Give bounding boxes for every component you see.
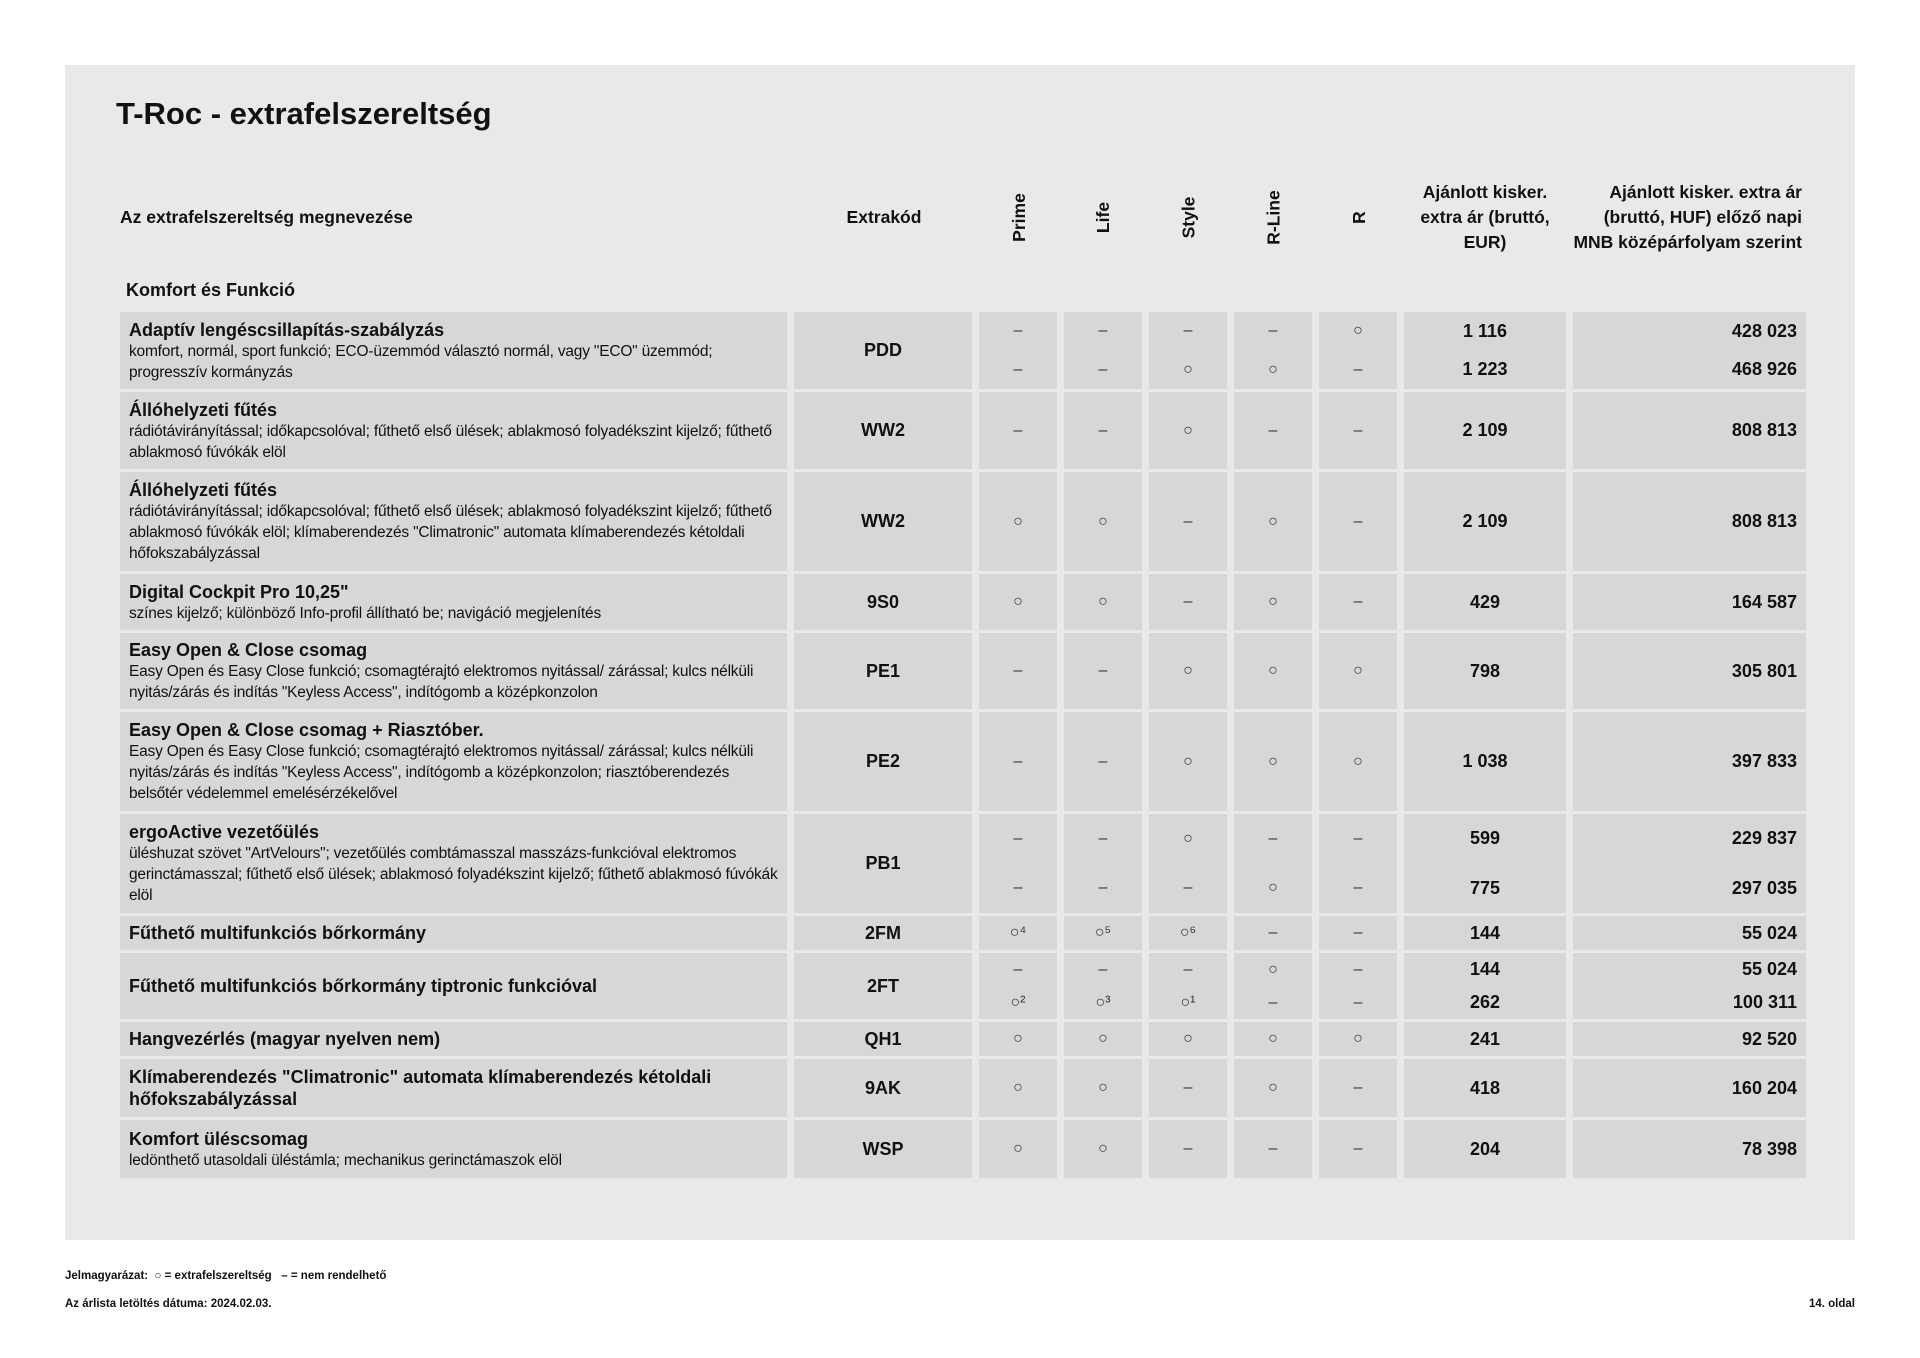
trim-cell-rline [1234,472,1312,571]
equipment-name: Easy Open & Close csomag [129,640,368,660]
huf-price-cell [1573,1120,1806,1178]
name-cell [120,574,787,630]
availability-mark: – [1353,993,1363,1011]
eur-price-cell [1404,633,1566,709]
header-name: Az extrafelszereltség megnevezése [120,206,413,227]
huf-price-cell [1573,574,1806,630]
eur-price: 599 [1469,828,1501,849]
availability-mark: ○ [1183,421,1193,439]
huf-price-cell [1573,633,1806,709]
trim-cell-r [1319,312,1397,389]
trim-cell-r [1319,953,1397,1019]
availability-mark: – [1183,879,1193,897]
availability-mark: ○¹ [1180,993,1196,1011]
availability-mark: – [1268,1140,1278,1157]
trim-cell-style [1149,312,1227,389]
equipment-description: ledönthető utasoldali üléstámla; mechanikus gerinctámaszok elöl [129,1151,562,1169]
name-cell [120,1120,787,1178]
eur-price-cell [1404,472,1566,571]
eur-price: 2 109 [1462,420,1508,440]
code-cell [794,472,972,571]
trim-cell-style [1149,392,1227,469]
trim-cell-rline [1234,916,1312,950]
huf-price: 428 023 [1731,320,1797,341]
name-cell [120,633,787,709]
availability-mark: ○² [1010,993,1026,1011]
eur-price-cell [1404,392,1566,469]
availability-mark: ○ [1353,1030,1363,1047]
availability-mark: – [1353,924,1363,941]
availability-mark: – [1353,879,1363,897]
equipment-description: üléshuzat szövet "ArtVelours"; vezetőülés combtámasszal masszázs-funkcióval elektromos gerinctámasszal; fűthető első ülések; ablakmosó folyadékszint kijelző; fűthető ablakmosó fúvókák elöl [129,845,778,904]
eur-price: 1 223 [1462,359,1508,380]
code-cell [794,574,972,630]
header-trim-life [1065,168,1143,266]
extra-code: WSP [862,1138,904,1159]
header-trim-label: Prime [1008,192,1029,242]
availability-mark: – [1353,960,1363,978]
availability-mark: – [1183,1079,1193,1096]
equipment-description: Easy Open és Easy Close funkció; csomagtérajtó elektromos nyitással/ zárással; kulcs nélküli nyitás/zárás és indítás "Keyless Access", indítógomb a középkonzolon; riasztóberendezés belsőtér védelemmel emelésérzékelővel [129,743,754,802]
availability-mark: ○ [1268,752,1278,770]
equipment-description: Easy Open és Easy Close funkció; csomagtérajtó elektromos nyitással/ zárással; kulcs nélküli nyitás/zárás és indítás "Keyless Access", indítógomb a középkonzolon [129,663,754,701]
trim-cell-prime [979,814,1057,913]
availability-mark: – [1013,662,1023,679]
availability-mark: ○ [1013,593,1023,610]
trim-cell-life [1064,814,1142,913]
trim-cell-rline [1234,712,1312,811]
trim-cell-rline [1234,814,1312,913]
code-cell [794,1120,972,1178]
table-row [120,916,1806,950]
code-cell [794,916,972,950]
code-cell [794,312,972,389]
header-code: Extrakód [846,206,922,227]
equipment-description: komfort, normál, sport funkció; ECO-üzemmód választó normál, vagy "ECO" üzemmód; progresszív kormányzás [129,342,713,381]
availability-mark: ○ [1183,752,1193,770]
availability-mark: ○ [1268,1079,1278,1096]
extra-code: QH1 [864,1028,902,1049]
trim-cell-style [1149,712,1227,811]
trim-cell-r [1319,472,1397,571]
huf-price: 229 837 [1731,828,1797,849]
trim-cell-life [1064,312,1142,389]
eur-price: 241 [1469,1028,1501,1049]
extra-code: PE2 [865,751,901,771]
availability-mark: – [1353,421,1363,439]
trim-cell-style [1149,916,1227,950]
trim-cell-r [1319,392,1397,469]
table-row [120,633,1806,709]
table-row [120,712,1806,811]
extra-code: PB1 [865,853,901,873]
trim-cell-prime [979,392,1057,469]
availability-mark: – [1013,360,1023,378]
eur-price: 418 [1469,1077,1501,1098]
trim-cell-r [1319,1059,1397,1117]
availability-mark: – [1353,829,1363,847]
extra-code: 2FM [865,922,901,943]
equipment-name: Komfort üléscsomag [129,1128,309,1149]
trim-cell-life [1064,712,1142,811]
table-row [120,1059,1806,1117]
trim-cell-rline [1234,392,1312,469]
availability-mark: ○ [1098,1030,1108,1047]
huf-price-cell [1573,1059,1806,1117]
equipment-name: Fűthető multifunkciós bőrkormány tiptronic funkcióval [129,976,598,996]
availability-mark: ○ [1013,1079,1023,1096]
trim-cell-life [1064,633,1142,709]
trim-cell-rline [1234,312,1312,389]
name-cell [120,953,787,1019]
equipment-name: Digital Cockpit Pro 10,25" [129,581,349,602]
trim-cell-style [1149,814,1227,913]
trim-cell-rline [1234,574,1312,630]
availability-mark: ○ [1098,593,1108,610]
availability-mark: ○ [1013,1030,1023,1047]
availability-mark: ○⁵ [1094,924,1112,941]
eur-price-cell [1404,712,1566,811]
eur-price-cell [1404,814,1566,913]
equipment-name: ergoActive vezetőülés [129,822,320,842]
availability-mark: ○ [1268,593,1278,610]
availability-mark: – [1098,360,1108,378]
availability-mark: – [1268,924,1278,941]
code-cell [794,1022,972,1056]
huf-price-cell [1573,814,1806,913]
availability-mark: – [1098,879,1108,897]
code-cell [794,392,972,469]
availability-mark: ○ [1268,512,1278,530]
availability-mark: – [1353,1079,1363,1096]
eur-price-cell [1404,1059,1566,1117]
equipment-name: Állóhelyzeti fűtés [129,480,278,500]
eur-price: 2 109 [1462,511,1508,531]
huf-price-cell [1573,1022,1806,1056]
trim-cell-prime [979,712,1057,811]
trim-cell-life [1064,953,1142,1019]
trim-cell-life [1064,1120,1142,1178]
code-cell [794,633,972,709]
eur-price-cell [1404,953,1566,1019]
trim-cell-r [1319,814,1397,913]
table-row [120,1120,1806,1178]
header-trim-label: R [1348,210,1369,224]
trim-cell-r [1319,633,1397,709]
huf-price: 397 833 [1731,751,1797,771]
availability-mark: ○ [1183,662,1193,679]
availability-mark: ○ [1353,662,1363,679]
trim-cell-rline [1234,1022,1312,1056]
availability-mark: – [1183,593,1193,610]
huf-price: 305 801 [1731,660,1797,681]
trim-cell-life [1064,472,1142,571]
equipment-description: színes kijelző; különböző Info-profil állítható be; navigáció megjelenítés [129,604,602,622]
availability-mark: ○ [1268,360,1278,378]
availability-mark: – [1183,322,1193,340]
name-cell [120,1059,787,1117]
trim-cell-rline [1234,633,1312,709]
availability-mark: ○ [1268,1030,1278,1047]
eur-price: 1 116 [1462,320,1508,341]
availability-mark: ○⁴ [1009,924,1027,941]
extra-code: PDD [863,340,902,360]
availability-mark: ○ [1268,879,1278,897]
trim-cell-r [1319,712,1397,811]
equipment-name: Hangvezérlés (magyar nyelven nem) [129,1029,441,1049]
extra-code: 2FT [866,975,899,996]
availability-mark: – [1098,960,1108,978]
trim-cell-rline [1234,1059,1312,1117]
header-eur: Ajánlott kisker. extra ár (bruttó, EUR) [1420,181,1550,252]
availability-mark: – [1268,421,1278,439]
table-row [120,1022,1806,1056]
code-cell [794,712,972,811]
extra-code: 9AK [864,1077,901,1098]
availability-mark: – [1268,829,1278,847]
huf-price-cell [1573,916,1806,950]
trim-cell-life [1064,392,1142,469]
extra-code: PE1 [865,660,901,681]
huf-price: 808 813 [1731,511,1797,531]
trim-cell-prime [979,1022,1057,1056]
availability-mark: – [1013,960,1023,978]
trim-cell-prime [979,312,1057,389]
trim-cell-style [1149,1059,1227,1117]
trim-cell-prime [979,1059,1057,1117]
eur-price-cell [1404,574,1566,630]
huf-price: 297 035 [1731,877,1797,898]
trim-cell-style [1149,574,1227,630]
trim-cell-style [1149,953,1227,1019]
huf-price-cell [1573,712,1806,811]
equipment-table [120,312,1806,1181]
huf-price: 55 024 [1741,959,1797,979]
trim-cell-rline [1234,1120,1312,1178]
availability-mark: – [1098,421,1108,439]
equipment-name: Fűthető multifunkciós bőrkormány [129,923,427,943]
huf-price: 164 587 [1731,591,1797,612]
name-cell [120,814,787,913]
name-cell [120,916,787,950]
table-row [120,392,1806,469]
availability-mark: – [1183,512,1193,530]
eur-price-cell [1404,312,1566,389]
availability-mark: ○ [1098,1140,1108,1157]
trim-cell-prime [979,633,1057,709]
eur-price: 1 038 [1462,751,1508,771]
page-number: 14. oldal [1808,1298,1855,1310]
download-date: Az árlista letöltés dátuma: 2024.02.03. [65,1298,272,1310]
availability-mark: – [1183,1140,1193,1157]
availability-mark: ○ [1183,1030,1193,1047]
huf-price-cell [1573,953,1806,1019]
availability-mark: – [1353,512,1363,530]
trim-cell-prime [979,472,1057,571]
availability-mark: – [1013,421,1023,439]
huf-price-cell [1573,472,1806,571]
trim-cell-r [1319,916,1397,950]
availability-mark: ○ [1013,1140,1023,1157]
header-trim-label: R-Line [1263,189,1284,245]
name-cell [120,392,787,469]
trim-cell-prime [979,916,1057,950]
huf-price: 78 398 [1741,1138,1797,1159]
trim-cell-life [1064,1022,1142,1056]
availability-mark: – [1353,593,1363,610]
extra-code: 9S0 [866,591,900,612]
eur-price-cell [1404,1022,1566,1056]
availability-mark: ○ [1098,512,1108,530]
header-trim-label: Style [1178,196,1199,238]
availability-mark: ○ [1268,960,1278,978]
huf-price: 160 204 [1731,1077,1797,1098]
availability-mark: ○ [1353,752,1363,770]
eur-price: 262 [1469,992,1501,1012]
eur-price-cell [1404,1120,1566,1178]
trim-cell-rline [1234,953,1312,1019]
availability-mark: – [1353,1140,1363,1157]
extra-code: WW2 [861,420,905,440]
trim-cell-style [1149,1022,1227,1056]
huf-price: 100 311 [1732,992,1797,1012]
availability-mark: – [1098,662,1108,679]
huf-price: 808 813 [1731,420,1797,440]
extra-code: WW2 [861,511,905,531]
availability-mark: – [1268,993,1278,1011]
equipment-description: rádiótávirányítással; időkapcsolóval; fűthető első ülések; ablakmosó folyadékszint kijelző; fűthető ablakmosó fúvókák elöl; klímaberendezés "Climatronic" automata klímaberendezés kétoldali hőfokszabályzással [129,503,772,562]
availability-mark: – [1353,360,1363,378]
availability-mark: ○³ [1095,993,1111,1011]
table-row [120,814,1806,913]
name-cell [120,1022,787,1056]
eur-price: 204 [1469,1138,1501,1159]
huf-price-cell [1573,392,1806,469]
equipment-name: Adaptív lengéscsillapítás-szabályzás [129,319,445,340]
availability-mark: – [1013,829,1023,847]
eur-price: 775 [1469,877,1501,898]
header-trim-rline [1235,168,1313,266]
trim-cell-prime [979,953,1057,1019]
trim-cell-r [1319,574,1397,630]
availability-mark: – [1013,752,1023,770]
huf-price: 92 520 [1741,1028,1797,1049]
header-trim-r [1320,168,1398,266]
table-row [120,574,1806,630]
availability-mark: – [1098,752,1108,770]
trim-cell-life [1064,916,1142,950]
table-row [120,953,1806,1019]
availability-mark: – [1013,879,1023,897]
trim-cell-style [1149,472,1227,571]
name-cell [120,472,787,571]
header-trim-style [1150,168,1228,266]
code-cell [794,953,972,1019]
trim-cell-r [1319,1022,1397,1056]
eur-price: 144 [1469,959,1501,979]
eur-price-cell [1404,916,1566,950]
equipment-name: Állóhelyzeti fűtés [129,399,278,420]
availability-mark: – [1098,322,1108,340]
table-row [120,472,1806,571]
page-title: T-Roc - extrafelszereltség [116,96,492,131]
equipment-name: Klímaberendezés "Climatronic" automata klímaberendezés kétoldali hőfokszabályzással [129,1067,712,1109]
huf-price-cell [1573,312,1806,389]
availability-mark: – [1268,322,1278,340]
availability-mark: ○ [1268,662,1278,679]
code-cell [794,1059,972,1117]
equipment-description: rádiótávirányítással; időkapcsolóval; fűthető első ülések; ablakmosó folyadékszint kijelző; fűthető ablakmosó fúvókák elöl [129,422,772,461]
eur-price: 429 [1469,591,1501,612]
huf-price: 468 926 [1731,359,1797,380]
code-cell [794,814,972,913]
availability-mark: ○ [1013,512,1023,530]
availability-mark: ○⁶ [1179,924,1197,941]
trim-cell-style [1149,1120,1227,1178]
trim-cell-r [1319,1120,1397,1178]
huf-price: 55 024 [1741,922,1797,943]
trim-cell-style [1149,633,1227,709]
header-huf: Ajánlott kisker. extra ár (bruttó, HUF) előző napi MNB középárfolyam szerint [1573,181,1802,252]
header-trim-label: Life [1093,201,1114,233]
trim-cell-prime [979,1120,1057,1178]
eur-price: 798 [1469,660,1501,681]
header-trim-prime [980,168,1058,266]
availability-mark: – [1098,829,1108,847]
eur-price: 144 [1469,922,1501,943]
availability-mark: – [1183,960,1193,978]
section-title: Komfort és Funkció [126,280,296,300]
availability-mark: – [1013,322,1023,340]
equipment-name: Easy Open & Close csomag + Riasztóber. [129,720,484,740]
availability-mark: ○ [1183,360,1193,378]
name-cell [120,312,787,389]
availability-mark: ○ [1353,322,1363,340]
availability-mark: ○ [1183,829,1193,847]
availability-mark: ○ [1098,1079,1108,1096]
name-cell [120,712,787,811]
table-row [120,312,1806,389]
trim-cell-prime [979,574,1057,630]
trim-cell-life [1064,1059,1142,1117]
trim-cell-life [1064,574,1142,630]
legend: Jelmagyarázat: ○ = extrafelszereltség – = nem rendelhető [65,1270,387,1282]
